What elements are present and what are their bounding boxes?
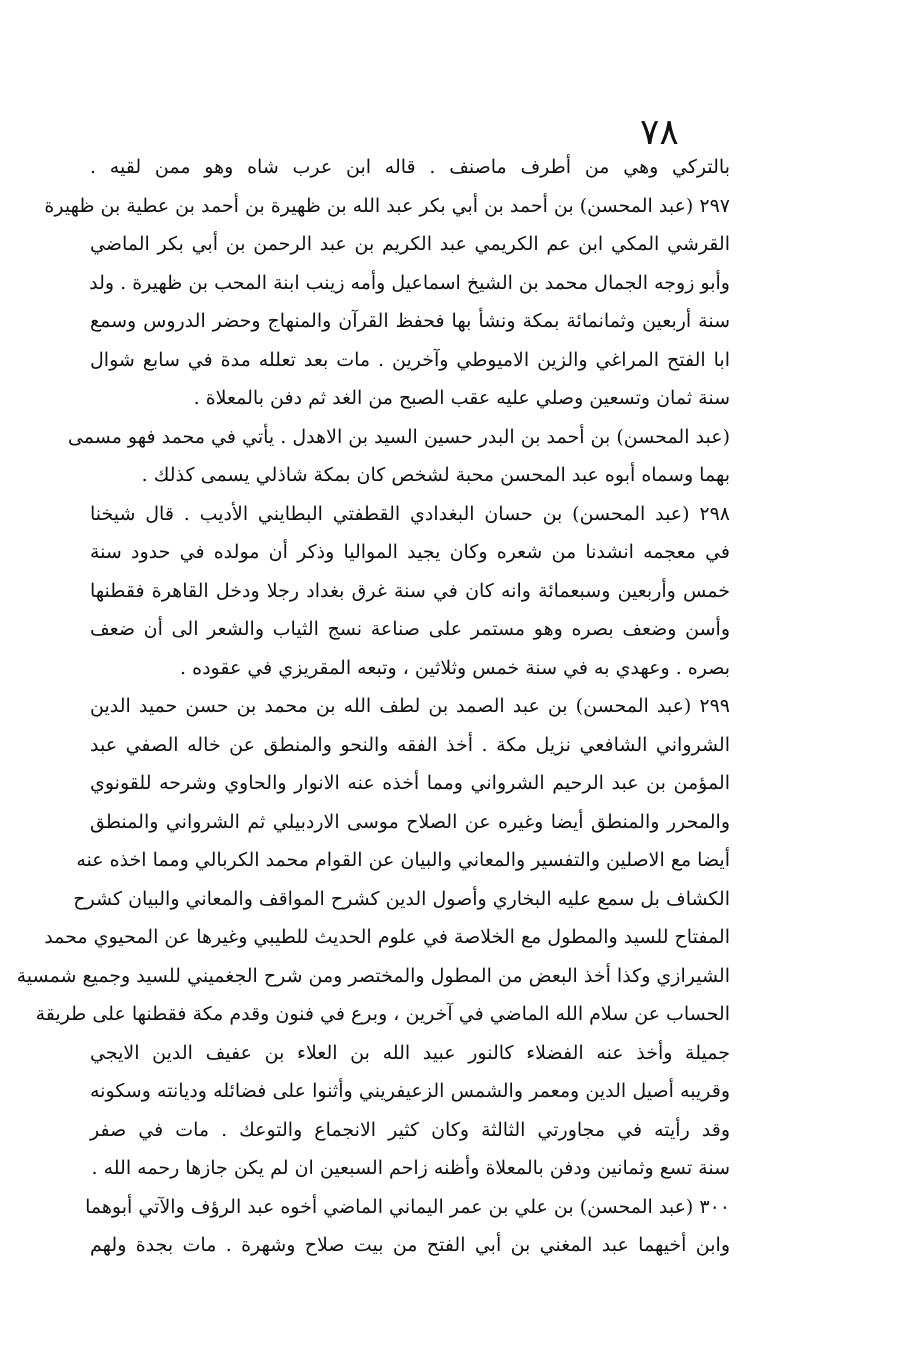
- text-line: بالتركي وهي من أطرف ماصنف . قاله ابن عرب شاه وهو ممن لقيه .: [90, 156, 730, 178]
- page-number: ٧٨: [640, 112, 679, 153]
- text-line: والمحرر والمنطق أيضا وغيره عن الصلاح موسى الاردبيلي ثم الشرواني والمنطق: [90, 810, 730, 833]
- text-line: وقد رأيته في مجاورتي الثالثة وكان كثير الانجماع والتوعك . مات في صفر: [90, 1118, 730, 1141]
- text-line: وابن أخيهما عبد المغني بن أبي الفتح من بيت صلاح وشهرة . مات بجدة ولهم: [90, 1234, 730, 1256]
- text-line: ٢٩٨ (عبد المحسن) بن حسان البغدادي القطفتي البطايني الأديب . قال شيخنا: [90, 502, 730, 525]
- text-line: جميلة وأخذ عنه الفضلاء كالنور عبيد الله بن العلاء بن عفيف الدين الايجي: [90, 1041, 730, 1064]
- text-line: الشيرازي وكذا أخذ البعض من المطول والمختصر ومن شرح الجغميني للسيد وجميع شمسية: [16, 964, 730, 987]
- text-line: خمس وأربعين وسبعمائة وانه كان في سنة غرق بغداد رجلا ودخل القاهرة فقطنها: [90, 579, 730, 602]
- text-line: في معجمه انشدنا من شعره وكان يجيد المواليا وذكر أن مولده في حدود سنة: [90, 541, 730, 563]
- text-line: المفتاح للسيد والمطول مع الخلاصة في علوم الحديث للطيبي وغيرها عن المحيوي محمد: [44, 926, 730, 948]
- text-line: بهما وسماه أبوه عبد المحسن محبة لشخص كان بمكة شاذلي يسمى كذلك .: [141, 464, 730, 486]
- text-line: وأسن وضعف بصره وهو مستمر على صناعة نسج الثياب والشعر الى أن ضعف: [90, 618, 730, 640]
- text-line: المؤمن بن عبد الرحيم الشرواني ومما أخذه عنه الانوار والحاوي وشرحه للقونوي: [90, 772, 730, 794]
- text-line: الحساب عن سلام الله الماضي في آخرين ، وبرع في فنون وقدم مكة فقطنها على طريقة: [35, 1003, 730, 1025]
- text-line: بصره . وعهدي به في سنة خمس وثلاثين ، وتبعه المقريزي في عقوده .: [180, 656, 730, 679]
- text-line: وقريبه أصيل الدين ومعمر والشمس الزعيفريني وأثنوا على فضائله وديانته وسكونه: [90, 1080, 730, 1102]
- text-line: سنة أربعين وثمانمائة بمكة ونشأ بها فحفظ القرآن والمنهاج وحضر الدروس وسمع: [90, 310, 730, 332]
- text-line: وأبو زوجه الجمال محمد بن الشيخ اسماعيل وأمه زينب ابنة المحب بن ظهيرة . ولد: [89, 271, 730, 294]
- text-line: سنة تسع وثمانين ودفن بالمعلاة وأظنه زاحم السبعين ان لم يكن جازها رحمه الله .: [91, 1157, 730, 1179]
- text-line: القرشي المكي ابن عم الكريمي عبد الكريم بن عبد الرحمن بن أبي بكر الماضي: [90, 233, 730, 255]
- text-line: ٣٠٠ (عبد المحسن) بن علي بن عمر اليماني الماضي أخوه عبد الرؤف والآتي أبوهما: [85, 1195, 730, 1218]
- text-line: الشرواني الشافعي نزيل مكة . أخذ الفقه والنحو والمنطق عن خاله الصفي عبد: [90, 733, 730, 756]
- text-line: الكشاف بل سمع عليه البخاري وأصول الدين كشرح المواقف والمعاني والبيان كشرح: [73, 887, 730, 910]
- page-text: [16, 148, 730, 1265]
- text-line: أيضا مع الاصلين والتفسير والمعاني والبيان عن القوام محمد الكربالي ومما اخذه عنه: [76, 849, 730, 871]
- text-line: سنة ثمان وتسعين وصلي عليه عقب الصبح من الغد ثم دفن بالمعلاة .: [193, 387, 730, 409]
- text-line: ابا الفتح المراغي والزين الاميوطي وآخرين . مات بعد تعلله مدة في سابع شوال: [90, 348, 730, 371]
- text-line: ٢٩٧ (عبد المحسن) بن أحمد بن أبي بكر عبد الله بن ظهيرة بن أحمد بن عطية بن ظهيرة: [44, 194, 730, 217]
- text-line: ٢٩٩ (عبد المحسن) بن عبد الصمد بن لطف الله بن محمد بن حسن حميد الدين: [90, 695, 730, 717]
- text-line: (عبد المحسن) بن أحمد بن البدر حسين السيد بن الاهدل . يأتي في محمد فهو مسمى: [67, 425, 730, 448]
